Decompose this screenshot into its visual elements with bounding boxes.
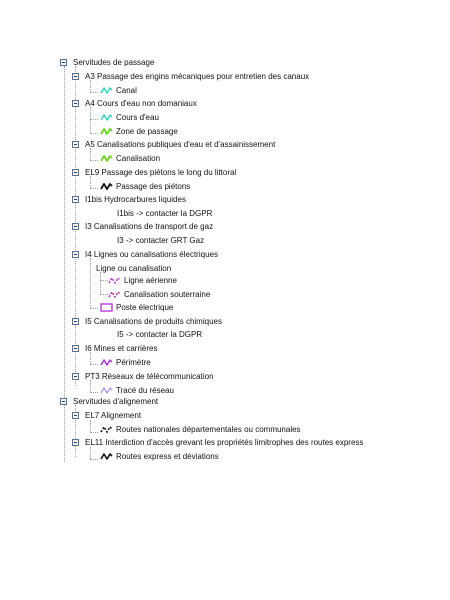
- tree-node-label: I1bis Hydrocarbures liquides: [85, 195, 186, 204]
- note-label: I5 -> contacter la DGPR: [117, 330, 203, 339]
- legend-rectangle-icon: [100, 302, 113, 313]
- tree-node-label: PT3 Réseaux de télécommunication: [85, 372, 214, 381]
- tree-connector: [90, 459, 98, 460]
- tree-node-label: Servitudes d'alignement: [73, 397, 159, 406]
- tree-node-label: A5 Canalisations publiques d'eau et d'assainissement: [85, 140, 276, 149]
- tree-connector: [90, 308, 98, 309]
- legend-wave-icon: [100, 112, 113, 123]
- tree-node-label: EL9 Passage des piétons le long du littoral: [85, 168, 237, 177]
- tree-node-label: Servitudes de passage: [73, 58, 155, 67]
- legend-item-label: Tracé du réseau: [116, 386, 174, 395]
- minus-square-icon[interactable]: [60, 59, 67, 66]
- tree-node-label: I6 Mines et carrières: [85, 344, 158, 353]
- tree-connector: [90, 107, 91, 133]
- minus-square-icon[interactable]: [72, 439, 79, 446]
- legend-item-label: Zone de passage: [116, 127, 178, 136]
- legend-wave-icon: [100, 451, 113, 462]
- minus-square-icon[interactable]: [72, 73, 79, 80]
- note-label: I3 -> contacter GRT Gaz: [117, 236, 205, 245]
- minus-square-icon[interactable]: [72, 141, 79, 148]
- tree-connector: [90, 160, 98, 161]
- tree-node-label: EL7 Alignement: [85, 411, 142, 420]
- legend-item-label: Ligne aérienne: [124, 276, 177, 285]
- tree-connector: [100, 294, 108, 295]
- tree-connector: [90, 364, 98, 365]
- tree-connector: [64, 402, 65, 462]
- legend-item-label: Routes express et déviations: [116, 452, 219, 461]
- tree-node-label: I5 Canalisations de produits chimiques: [85, 317, 222, 326]
- minus-square-icon[interactable]: [72, 318, 79, 325]
- minus-square-icon[interactable]: [72, 373, 79, 380]
- legend-wave-icon: [100, 85, 113, 96]
- tree-node-label: Ligne ou canalisation: [96, 264, 172, 273]
- tree-connector: [90, 188, 98, 189]
- tree-node-label: A4 Cours d'eau non domaniaux: [85, 99, 197, 108]
- legend-dashed-wave-icon: [108, 289, 121, 300]
- legend-item-label: Canalisation souterraine: [124, 290, 211, 299]
- legend-dashed-wave-icon: [100, 424, 113, 435]
- tree-node-label: EL11 Interdiction d'accès grevant les propriétés limitrophes des routes express: [85, 438, 364, 447]
- minus-square-icon[interactable]: [72, 223, 79, 230]
- legend-item-label: Périmètre: [116, 358, 151, 367]
- tree-connector: [90, 392, 98, 393]
- legend-dashed-wave-icon: [108, 275, 121, 286]
- minus-square-icon[interactable]: [72, 169, 79, 176]
- minus-square-icon[interactable]: [72, 100, 79, 107]
- legend-item-label: Canalisation: [116, 154, 161, 163]
- tree-connector: [90, 92, 98, 93]
- legend-item-label: Canal: [116, 86, 137, 95]
- tree-connector: [64, 66, 65, 402]
- legend-wave-icon: [100, 181, 113, 192]
- legend-wave-icon: [100, 126, 113, 137]
- tree-node-label: I3 Canalisations de transport de gaz: [85, 222, 214, 231]
- tree-connector: [90, 119, 98, 120]
- minus-square-icon[interactable]: [60, 398, 67, 405]
- legend-item-label: Passage des piétons: [116, 182, 191, 191]
- tree-connector: [90, 258, 91, 308]
- minus-square-icon[interactable]: [72, 196, 79, 203]
- minus-square-icon[interactable]: [72, 345, 79, 352]
- legend-item-label: Routes nationales départementales ou communales: [116, 425, 301, 434]
- minus-square-icon[interactable]: [72, 251, 79, 258]
- tree-node-label: I4 Lignes ou canalisations électriques: [85, 250, 218, 259]
- tree-connector: [90, 432, 98, 433]
- tree-connector: [100, 272, 101, 294]
- tree-connector: [90, 133, 98, 134]
- tree-node-label: A3 Passage des engins mécaniques pour entretien des canaux: [85, 72, 310, 81]
- legend-item-label: Cours d'eau: [116, 113, 159, 122]
- legend-item-label: Poste électrique: [116, 303, 174, 312]
- note-label: I1bis -> contacter la DGPR: [117, 209, 213, 218]
- minus-square-icon[interactable]: [72, 412, 79, 419]
- legend-wave-icon: [100, 153, 113, 164]
- tree-connector: [100, 280, 108, 281]
- legend-wave-icon: [100, 357, 113, 368]
